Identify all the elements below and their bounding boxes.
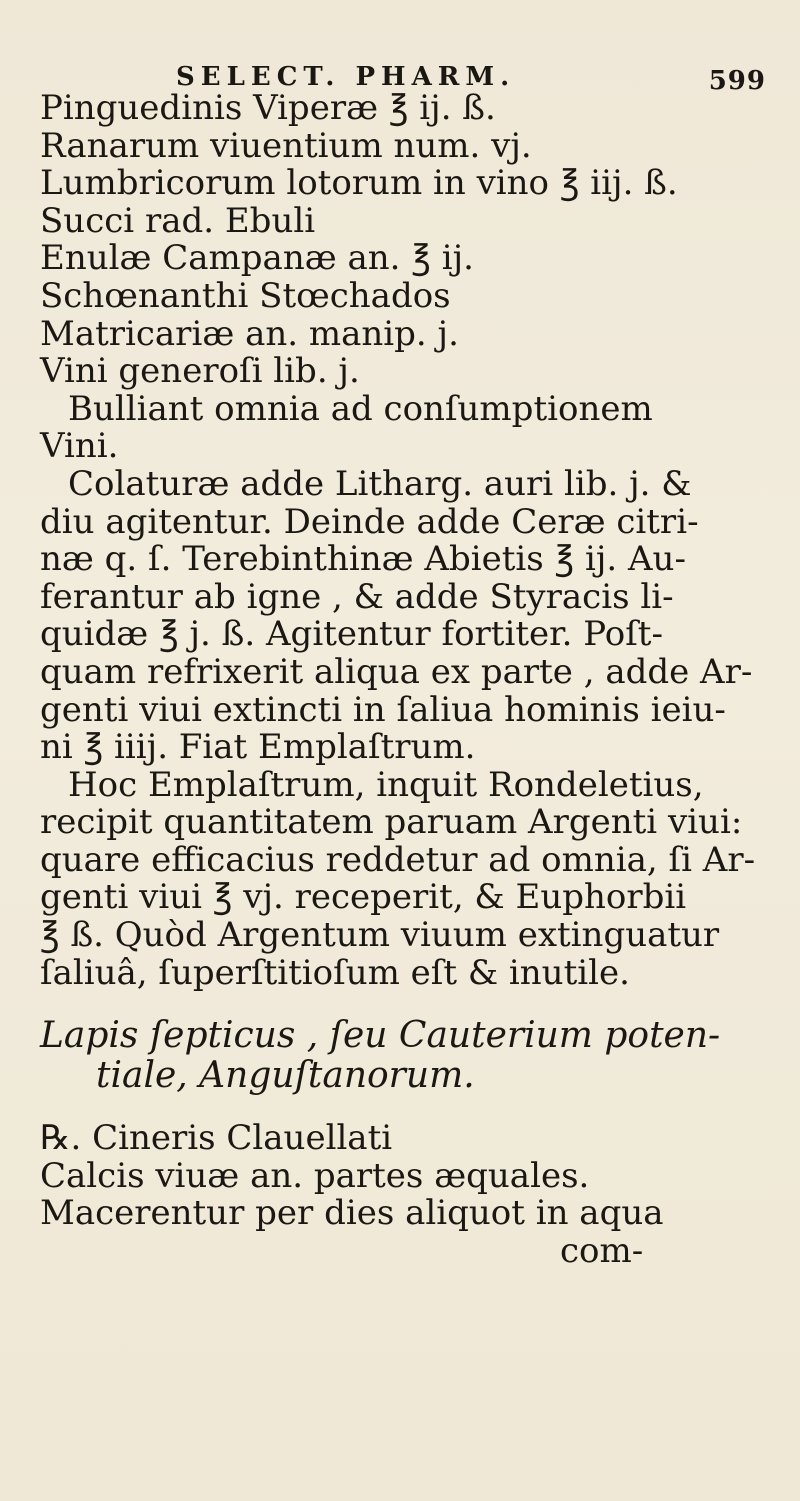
recipe-line: Succi rad. Ebuli bbox=[40, 200, 316, 241]
recipe-line: Schœnanthi Stœchados bbox=[40, 275, 451, 316]
section-title-line: tiale, Anguſtanorum. bbox=[96, 1055, 475, 1097]
instruction-line: genti viui extincti in ſaliua hominis ieiu- bbox=[40, 689, 726, 730]
instruction-line: genti viui ℥ vj. receperit, & Euphorbii bbox=[40, 877, 687, 918]
recipe-line: Lumbricorum lotorum in vino ℥ iij. ß. bbox=[40, 163, 678, 204]
instruction-line: ferantur ab igne , & adde Styracis li- bbox=[40, 576, 674, 617]
instruction-line: quare efficacius reddetur ad omnia, ſi Ar- bbox=[40, 839, 756, 880]
catchword: com- bbox=[560, 1231, 644, 1272]
recipe-line: Calcis viuæ an. partes æquales. bbox=[40, 1155, 590, 1196]
recipe-line: Matricariæ an. manip. j. bbox=[40, 313, 459, 354]
instruction-line: Macerentur per dies aliquot in aqua bbox=[40, 1193, 664, 1234]
instruction-line: ℥ ß. Quòd Argentum viuum extinguatur bbox=[40, 915, 720, 956]
instruction-line: Bulliant omnia ad conſumptionem bbox=[68, 388, 653, 429]
recipe-line: Pinguedinis Viperæ ℥ ij. ß. bbox=[40, 88, 496, 128]
instruction-line: quam refrixerit aliqua ex parte , adde Ar- bbox=[40, 651, 753, 692]
page-number: 599 bbox=[708, 66, 766, 96]
section-spacer bbox=[40, 1096, 780, 1120]
body-text bbox=[40, 90, 780, 1271]
instruction-line: quidæ ℥ j. ß. Agitentur fortiter. Poſt- bbox=[40, 614, 663, 655]
recipe-line: Ranarum viuentium num. vj. bbox=[40, 125, 532, 166]
instruction-line: Vini. bbox=[40, 426, 119, 467]
instruction-line: recipit quantitatem paruam Argenti viui: bbox=[40, 802, 743, 843]
running-title: SELECT. PHARM. bbox=[176, 62, 516, 92]
instruction-line: ni ℥ iiij. Fiat Emplaſtrum. bbox=[40, 727, 476, 768]
instruction-line: diu agitentur. Deinde adde Ceræ citri- bbox=[40, 501, 699, 542]
recipe-line: Enulæ Campanæ an. ℥ ij. bbox=[40, 238, 474, 279]
instruction-line: Colaturæ adde Litharg. auri lib. j. & bbox=[68, 463, 692, 504]
instruction-line: næ q. ſ. Terebinthinæ Abietis ℥ ij. Au- bbox=[40, 539, 686, 580]
recipe-line: Vini generoſi lib. j. bbox=[40, 351, 360, 392]
recipe-line: ℞. Cineris Clauellati bbox=[40, 1118, 393, 1159]
instruction-line: ſaliuâ, ſuperſtitioſum eſt & inutile. bbox=[40, 952, 630, 993]
instruction-line: Hoc Emplaſtrum, inquit Rondeletius, bbox=[68, 764, 704, 805]
section-title-line: Lapis ſepticus , ſeu Cauterium poten- bbox=[40, 1015, 721, 1057]
section-spacer bbox=[40, 992, 780, 1016]
